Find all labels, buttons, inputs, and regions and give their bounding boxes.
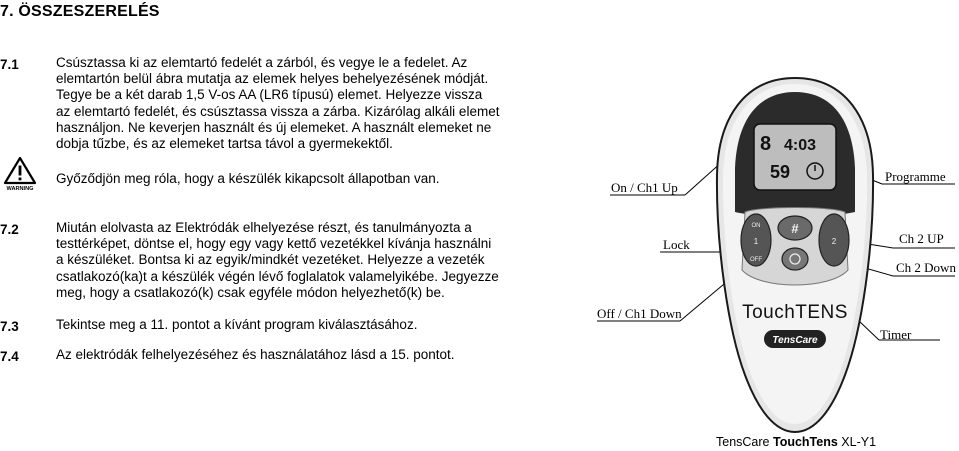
callout-ch2-down: Ch 2 Down bbox=[896, 260, 956, 275]
text-line: Győződjön meg róla, hogy a készülék kikapcsolt állapotban van. bbox=[56, 171, 440, 186]
text-line: az elemtartó fedelét, és csúsztassa vissza a zárba. Kizárólag alkáli elemet bbox=[56, 103, 500, 119]
text-line: Miután elolvasta az Elektródák elhelyezése részt, és tanulmányozta a bbox=[56, 220, 472, 235]
section-number-7-4: 7.4 bbox=[0, 349, 19, 364]
callout-timer: Timer bbox=[880, 327, 912, 342]
text-line: csatlakozó(ka)t a készülék végén lévő foglalatok valamelyikébe. Jegyezze bbox=[56, 268, 499, 284]
text-line: használjon. Ne keverjen használt és új elemeket. A használt elemeket ne bbox=[56, 119, 492, 135]
text-line: Az elektródák felhelyezéséhez és használatához lásd a 15. pontot. bbox=[56, 347, 455, 362]
text-line: Csúsztassa ki az elemtartó fedelét a zárból, és vegye le a fedelet. Az bbox=[56, 55, 468, 70]
text-line: dobja tűzbe, és az elemeket tartsa távol a gyermekektől. bbox=[56, 136, 393, 152]
tens-device bbox=[717, 78, 873, 432]
lcd-left-digit: 8 bbox=[760, 133, 772, 155]
text-line: meg, hogy a csatlakozó(k) csak egyféle módon helyezhető(k) be. bbox=[56, 284, 445, 300]
callout-programme: Programme bbox=[885, 169, 946, 184]
callout-on-ch1-up: On / Ch1 Up bbox=[611, 180, 678, 195]
callout-off-ch1-down: Off / Ch1 Down bbox=[597, 306, 682, 321]
text-line: testtérképet, döntse el, hogy egy vagy kettő vezetékkel kívánja használni bbox=[56, 236, 492, 252]
callout-lock: Lock bbox=[663, 237, 690, 252]
ch2-label: 2 bbox=[831, 237, 837, 246]
footer-brand: TensCare bbox=[716, 435, 770, 449]
footer-model bbox=[716, 435, 876, 449]
on-label: ON bbox=[751, 223, 761, 229]
lcd-right-digits: 4:03 bbox=[784, 137, 817, 154]
footer-model-number: XL-Y1 bbox=[841, 435, 877, 449]
section-number-7-3: 7.3 bbox=[0, 319, 19, 334]
ch1-label: 1 bbox=[753, 237, 759, 246]
text-line: Tegye be a két darab 1,5 V-os AA (LR6 típusú) elemet. Helyezze vissza bbox=[56, 87, 483, 103]
text-line: a készüléket. Bontsa ki az egyik/mindkét vezetéket. Helyezze a vezeték bbox=[56, 252, 485, 268]
section-number-7-2: 7.2 bbox=[0, 222, 19, 237]
text-line: Tekintse meg a 11. pontot a kívánt program kiválasztásához. bbox=[56, 317, 418, 332]
off-label: OFF bbox=[750, 257, 762, 263]
section-heading: 7. ÖSSZESZERELÉS bbox=[0, 3, 160, 20]
warning-label: WARNING bbox=[6, 186, 34, 192]
lcd-bottom-digits: 59 bbox=[770, 162, 791, 182]
timer-button[interactable] bbox=[782, 248, 808, 270]
programme-symbol: # bbox=[791, 221, 799, 236]
text-line: elemtartón belül ábra mutatja az elemek helyes behelyezésének módját. bbox=[56, 71, 489, 87]
tenscare-logo-text: TensCare bbox=[772, 335, 818, 346]
callout-ch2-up: Ch 2 UP bbox=[899, 231, 944, 246]
footer-product: TouchTens bbox=[772, 435, 838, 449]
section-number-7-1: 7.1 bbox=[0, 57, 19, 72]
device-brand-name: TouchTENS bbox=[742, 302, 848, 323]
